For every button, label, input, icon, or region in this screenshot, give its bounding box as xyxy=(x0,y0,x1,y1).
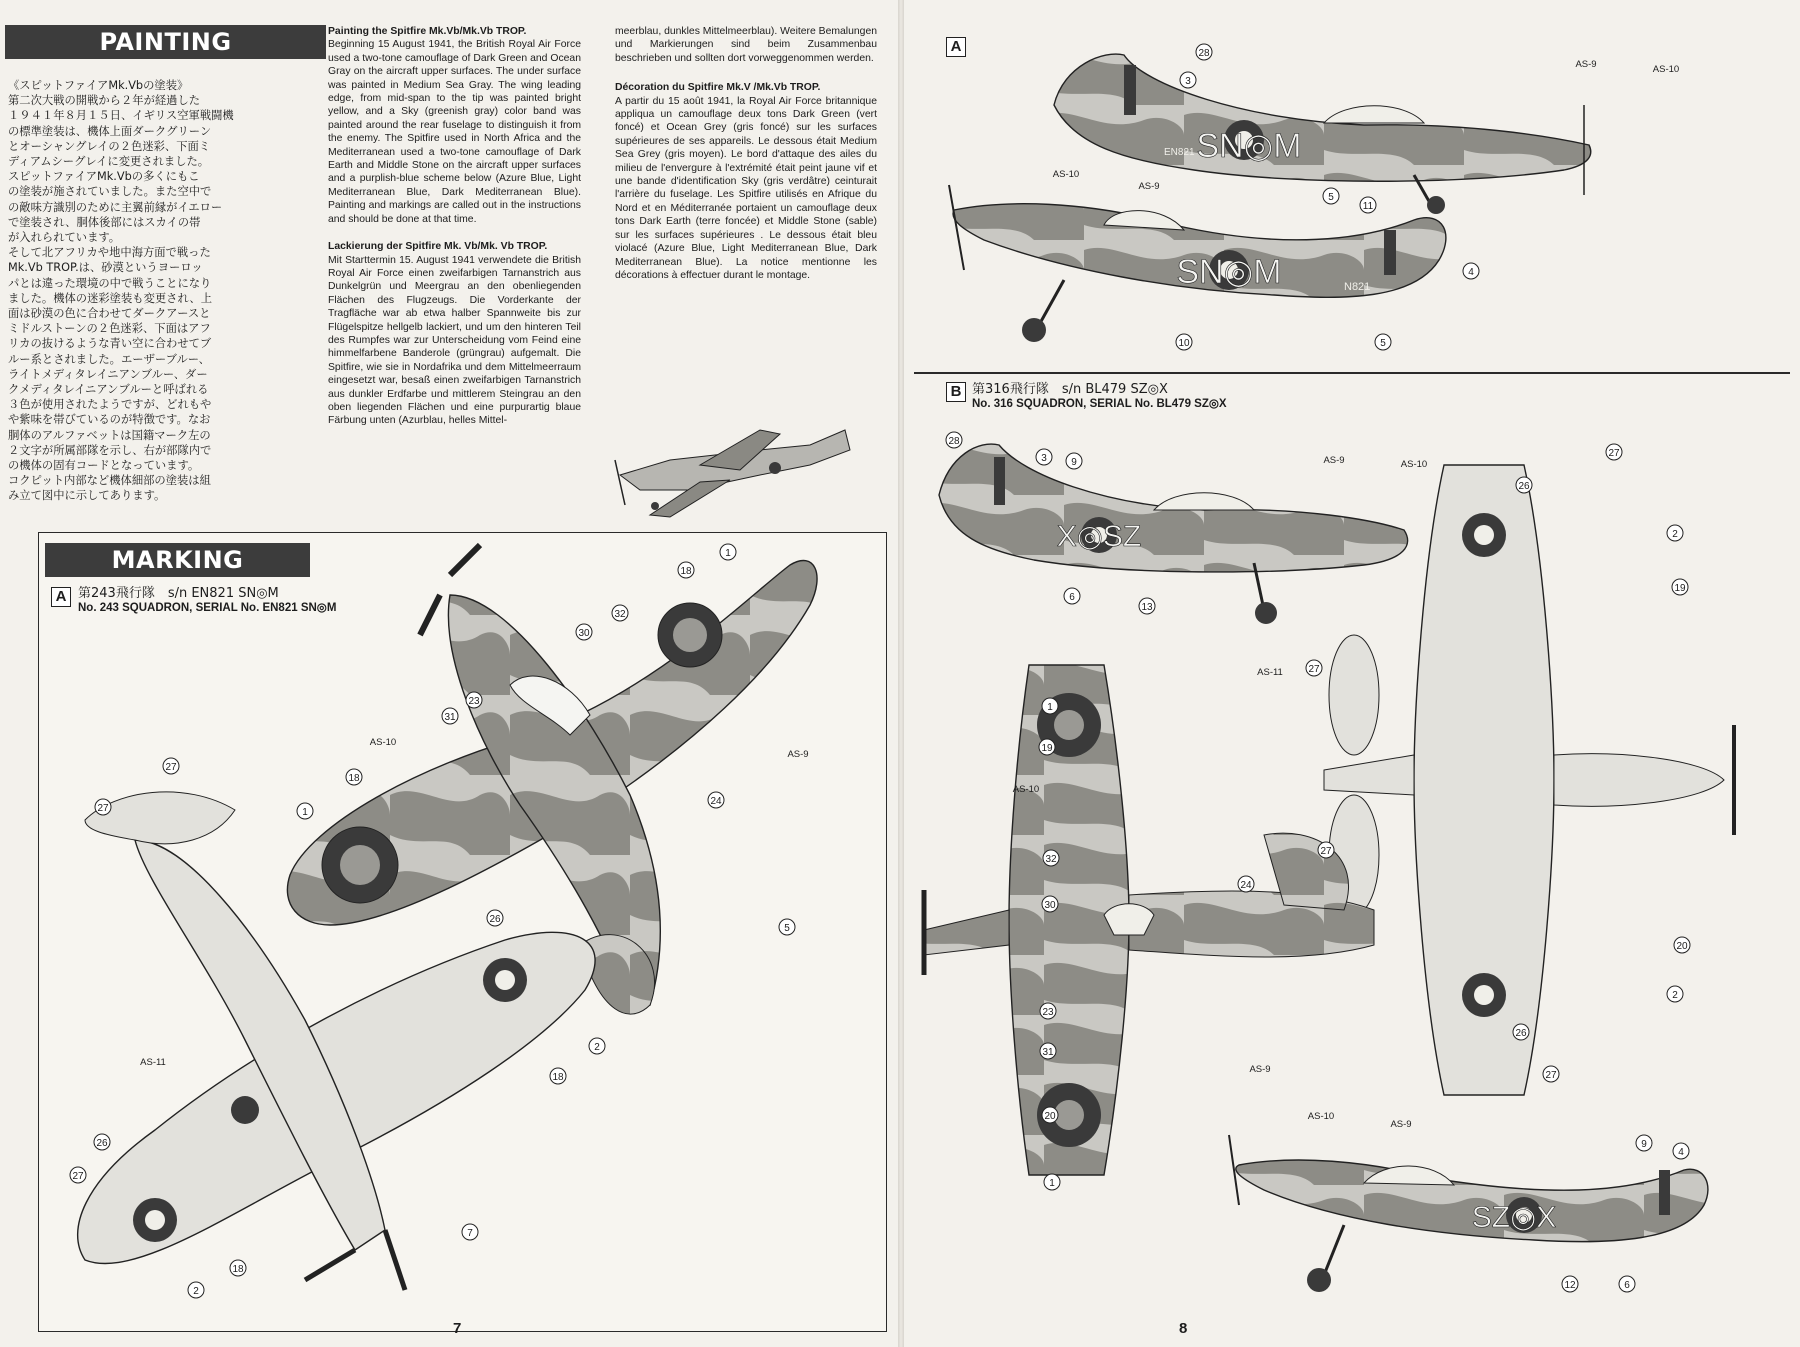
scheme-a-serial-side: N821 xyxy=(1344,281,1371,293)
r-callout-27b: 27 xyxy=(1308,664,1320,675)
scheme-b-caption-en: No. 316 SQUADRON, SERIAL No. BL479 SZ◎X xyxy=(972,398,1227,410)
r-callout-1b: 1 xyxy=(1049,1178,1055,1189)
callout-18c: 18 xyxy=(552,1072,564,1083)
scheme-a-caption-en: No. 243 SQUADRON, SERIAL No. EN821 SN◎M xyxy=(78,602,337,614)
r-callout-6: 6 xyxy=(1069,592,1075,603)
r-callout-31: 31 xyxy=(1042,1047,1054,1058)
r-callout-5: 5 xyxy=(1328,192,1334,203)
r-callout-6b: 6 xyxy=(1624,1280,1630,1291)
r-callout-10: 10 xyxy=(1178,338,1190,349)
r-callout-as10-d: AS-10 xyxy=(1307,1111,1335,1122)
right-scheme-a-letter: A xyxy=(946,37,966,57)
scheme-a-serial-top: EN821 xyxy=(1164,147,1195,158)
callout-1b: 1 xyxy=(302,807,308,818)
callout-32: 32 xyxy=(614,609,626,620)
r-callout-30: 30 xyxy=(1044,900,1056,911)
r-callout-as9-a2: AS-9 xyxy=(1138,181,1160,192)
r-callout-32: 32 xyxy=(1045,854,1057,865)
callout-18d: 18 xyxy=(232,1264,244,1275)
callout-2b: 2 xyxy=(193,1286,199,1297)
scheme-a-codes-top: SN◎M xyxy=(1196,127,1302,165)
callout-27: 27 xyxy=(165,762,177,773)
r-callout-as9-d: AS-9 xyxy=(1390,1119,1412,1130)
r-callout-26b: 26 xyxy=(1515,1028,1527,1039)
r-callout-24: 24 xyxy=(1240,880,1252,891)
r-callout-28b: 28 xyxy=(948,436,960,447)
r-callout-as9-b: AS-9 xyxy=(1323,455,1345,466)
callout-18: 18 xyxy=(680,566,692,577)
r-callout-9b: 9 xyxy=(1641,1139,1647,1150)
scheme-b-codes-top: X◎SZ xyxy=(1056,520,1142,553)
r-callout-as11: AS-11 xyxy=(1257,667,1283,678)
scheme-a-caption-jp: 第243飛行隊 s/n EN821 SN◎M xyxy=(78,586,279,601)
r-callout-as9-c: AS-9 xyxy=(1249,1064,1271,1075)
german-heading: Lackierung der Spitfire Mk. Vb/Mk. Vb TROP. xyxy=(328,241,548,253)
r-callout-19: 19 xyxy=(1674,583,1686,594)
r-callout-3: 3 xyxy=(1185,76,1191,87)
r-callout-13: 13 xyxy=(1141,602,1153,613)
callout-2: 2 xyxy=(594,1042,600,1053)
callout-as10-a: AS-10 xyxy=(369,737,397,748)
scheme-a-letter: A xyxy=(51,587,71,607)
callout-as11-a: AS-11 xyxy=(140,1057,166,1068)
r-callout-20: 20 xyxy=(1676,941,1688,952)
r-callout-as10-a: AS-10 xyxy=(1652,64,1680,75)
callout-as9-a: AS-9 xyxy=(787,749,809,760)
r-callout-3b: 3 xyxy=(1041,453,1047,464)
callout-1: 1 xyxy=(725,548,731,559)
r-callout-26: 26 xyxy=(1518,481,1530,492)
french-body: A partir du 15 août 1941, la Royal Air Force britannique appliqua un camouflage deux tons Dark Green (vert foncé) et Ocean Grey (gris foncé) sur les surfaces supérieures de ses appareils. Le dessous était Medium Sea Grey (gris moyen). Le bord d'attaque des ailes du milieu de l'envergure à l'extrémité était peint jaune vif et une bande d'identification Sky (gris verdâtre) ceinturait l'arrière du fuselage. Les Spitfire utilisés en Afrique du Nord et en Méditerranée portaient un camouflage deux tons Dark Earth (terre foncée) et Middle Stone (sable) sur les surfaces supérieures . Le dessous était bleu violacé (Azure Blue, Light Mediterranean Blue, Dark Mediterranean Blue). La notice mentionne les décorations à effectuer durant le montage. xyxy=(615,95,877,281)
r-callout-27d: 27 xyxy=(1545,1070,1557,1081)
r-callout-27c: 27 xyxy=(1320,846,1332,857)
callout-26: 26 xyxy=(489,914,501,925)
callout-18b: 18 xyxy=(348,773,360,784)
r-callout-5b: 5 xyxy=(1380,338,1386,349)
painting-japanese-text: 《スピットファイアMk.Vbの塗装》 第二次大戦の開戦から２年が経過した １９４１年８月１５日、イギリス空軍戦闘機 の標準塗装は、機体上面ダークグリーン とオーシャングレイの２色迷彩、下面ミ ディアムシーグレイに変更されました。 スピットファイアMk.Vbの多くにもこ の塗装が施されていました。また空中で の敵味方識別のために主翼前縁がイエロー で塗装され、胴体後部にはスカイの帯 が入れられています。 そして北アフリカや地中海方面で戦った Mk.Vb TROP.は、砂漠というヨーロッ パとは違った環境の中で戦うことになり ました。機体の迷彩塗装も変更され、上 面は砂漠の色に合わせてダークアースと ミドルストーンの２色迷彩、下面はアフ リカの抜けるような青い空に合わせてブ ルー系とされました。エーザーブルー、 ライトメディタレイニアンブルー、ダー クメディタレイニアンブルーと呼ばれる ３色が使用されたようですが、どれもや や紫味を帯びているのが特徴です。なお 胴体のアルファベットは国籍マーク左の ２文字が所属部隊を示し、右が部隊内で の機体の固有コードとなっています。 コクピット内部など機体細部の塗装は組 み立て図中に示してあります。 xyxy=(8,79,234,503)
callout-7: 7 xyxy=(467,1228,473,1239)
page-7 xyxy=(0,0,898,1347)
r-callout-as10-b: AS-10 xyxy=(1400,459,1428,470)
r-callout-2: 2 xyxy=(1672,529,1678,540)
page-number-7: 7 xyxy=(453,1320,462,1337)
r-callout-as10-a2: AS-10 xyxy=(1052,169,1080,180)
callout-24: 24 xyxy=(710,796,722,807)
r-callout-as9-a: AS-9 xyxy=(1575,59,1597,70)
r-callout-4: 4 xyxy=(1468,267,1474,278)
german-body-continued: meerblau, dunkles Mittelmeerblau). Weitere Bemalungen und Markierungen sind beim Zusammenbau beschrieben und sollten dort vorweggenommen werden. xyxy=(615,26,878,64)
callout-31: 31 xyxy=(444,712,456,723)
r-callout-as10-c: AS-10 xyxy=(1012,784,1040,795)
callout-30: 30 xyxy=(578,628,590,639)
german-body: Mit Starttermin 15. August 1941 verwendete die British Royal Air Force einen zweifarbigen Tarnanstrich aus Dunkelgrün und Meergrau an den obenliegenden Flächen des Flugzeugs. Die Vorderkante der Tragfläche war ab etwa halber Spannweite bis zur Flügelspitze hellgelb lackiert, und um den hinteren Teil des Rumpfes war zur Unterscheidung vom Feind eine himmelfarbene Banderole (grüngrau) aufgemalt. Die Spitfire, wie sie in Nordafrika und dem Mittelmeerraum eingesetzt war, besaß einen zweifarbigen Tarnanstrich aus dunkler Erdfarbe und mittlerem Steingrau an den oben liegenden Flächen und eine purpurartig blaue Färbung unten (Azurblau, helles Mittel- xyxy=(328,254,581,427)
scheme-a-codes-side: SN◎M xyxy=(1176,253,1282,291)
right-callout-layer xyxy=(904,0,1800,1347)
callout-5: 5 xyxy=(784,923,790,934)
page-number-8: 8 xyxy=(1179,1320,1188,1337)
callout-26b: 26 xyxy=(96,1138,108,1149)
english-heading: Painting the Spitfire Mk.Vb/Mk.Vb TROP. xyxy=(328,26,527,37)
r-callout-19b: 19 xyxy=(1041,743,1053,754)
r-callout-12: 12 xyxy=(1564,1280,1576,1291)
callout-27b: 27 xyxy=(97,803,109,814)
r-callout-1: 1 xyxy=(1047,702,1053,713)
r-callout-11: 11 xyxy=(1362,201,1374,212)
english-body: Beginning 15 August 1941, the British Royal Air Force used a two-tone camouflage of Dark Green and Ocean Gray on the aircraft upper surfaces. The under surface was painted in Medium Sea Gray. The wing leading edge, from mid-span to the tip was painted bright yellow, and a Sky (greenish gray) color band was painted around the rear fuselage to distinguish it from the enemy. The Spitfire used in North Africa and the Mediterranean used a two-tone camouflage of Dark Earth and Middle Stone on the aircraft upper surfaces and a purplish-blue scheme below (Azure Blue, Light Mediterranean Blue, Dark Mediterranean Blue). Painting and markings are called out in the instructions and should be done at that time. xyxy=(328,39,581,225)
r-callout-27: 27 xyxy=(1608,448,1620,459)
r-callout-4b: 4 xyxy=(1678,1147,1684,1158)
marking-title: MARKING xyxy=(45,543,310,577)
r-callout-23: 23 xyxy=(1042,1007,1054,1018)
r-callout-2b: 2 xyxy=(1672,990,1678,1001)
french-heading: Décoration du Spitfire Mk.V /Mk.Vb TROP. xyxy=(615,82,821,94)
callout-27c: 27 xyxy=(72,1171,84,1182)
r-callout-28: 28 xyxy=(1198,48,1210,59)
scheme-b-letter: B xyxy=(946,382,966,402)
callout-23: 23 xyxy=(468,696,480,707)
page-8 xyxy=(904,0,1800,1347)
scheme-b-codes-bottom: SZ◎X xyxy=(1471,1201,1557,1234)
r-callout-20b: 20 xyxy=(1044,1111,1056,1122)
left-callout-layer xyxy=(0,0,898,1347)
scheme-b-caption-jp: 第316飛行隊 s/n BL479 SZ◎X xyxy=(972,382,1168,397)
r-callout-9: 9 xyxy=(1071,457,1077,468)
painting-title: PAINTING xyxy=(5,25,326,59)
